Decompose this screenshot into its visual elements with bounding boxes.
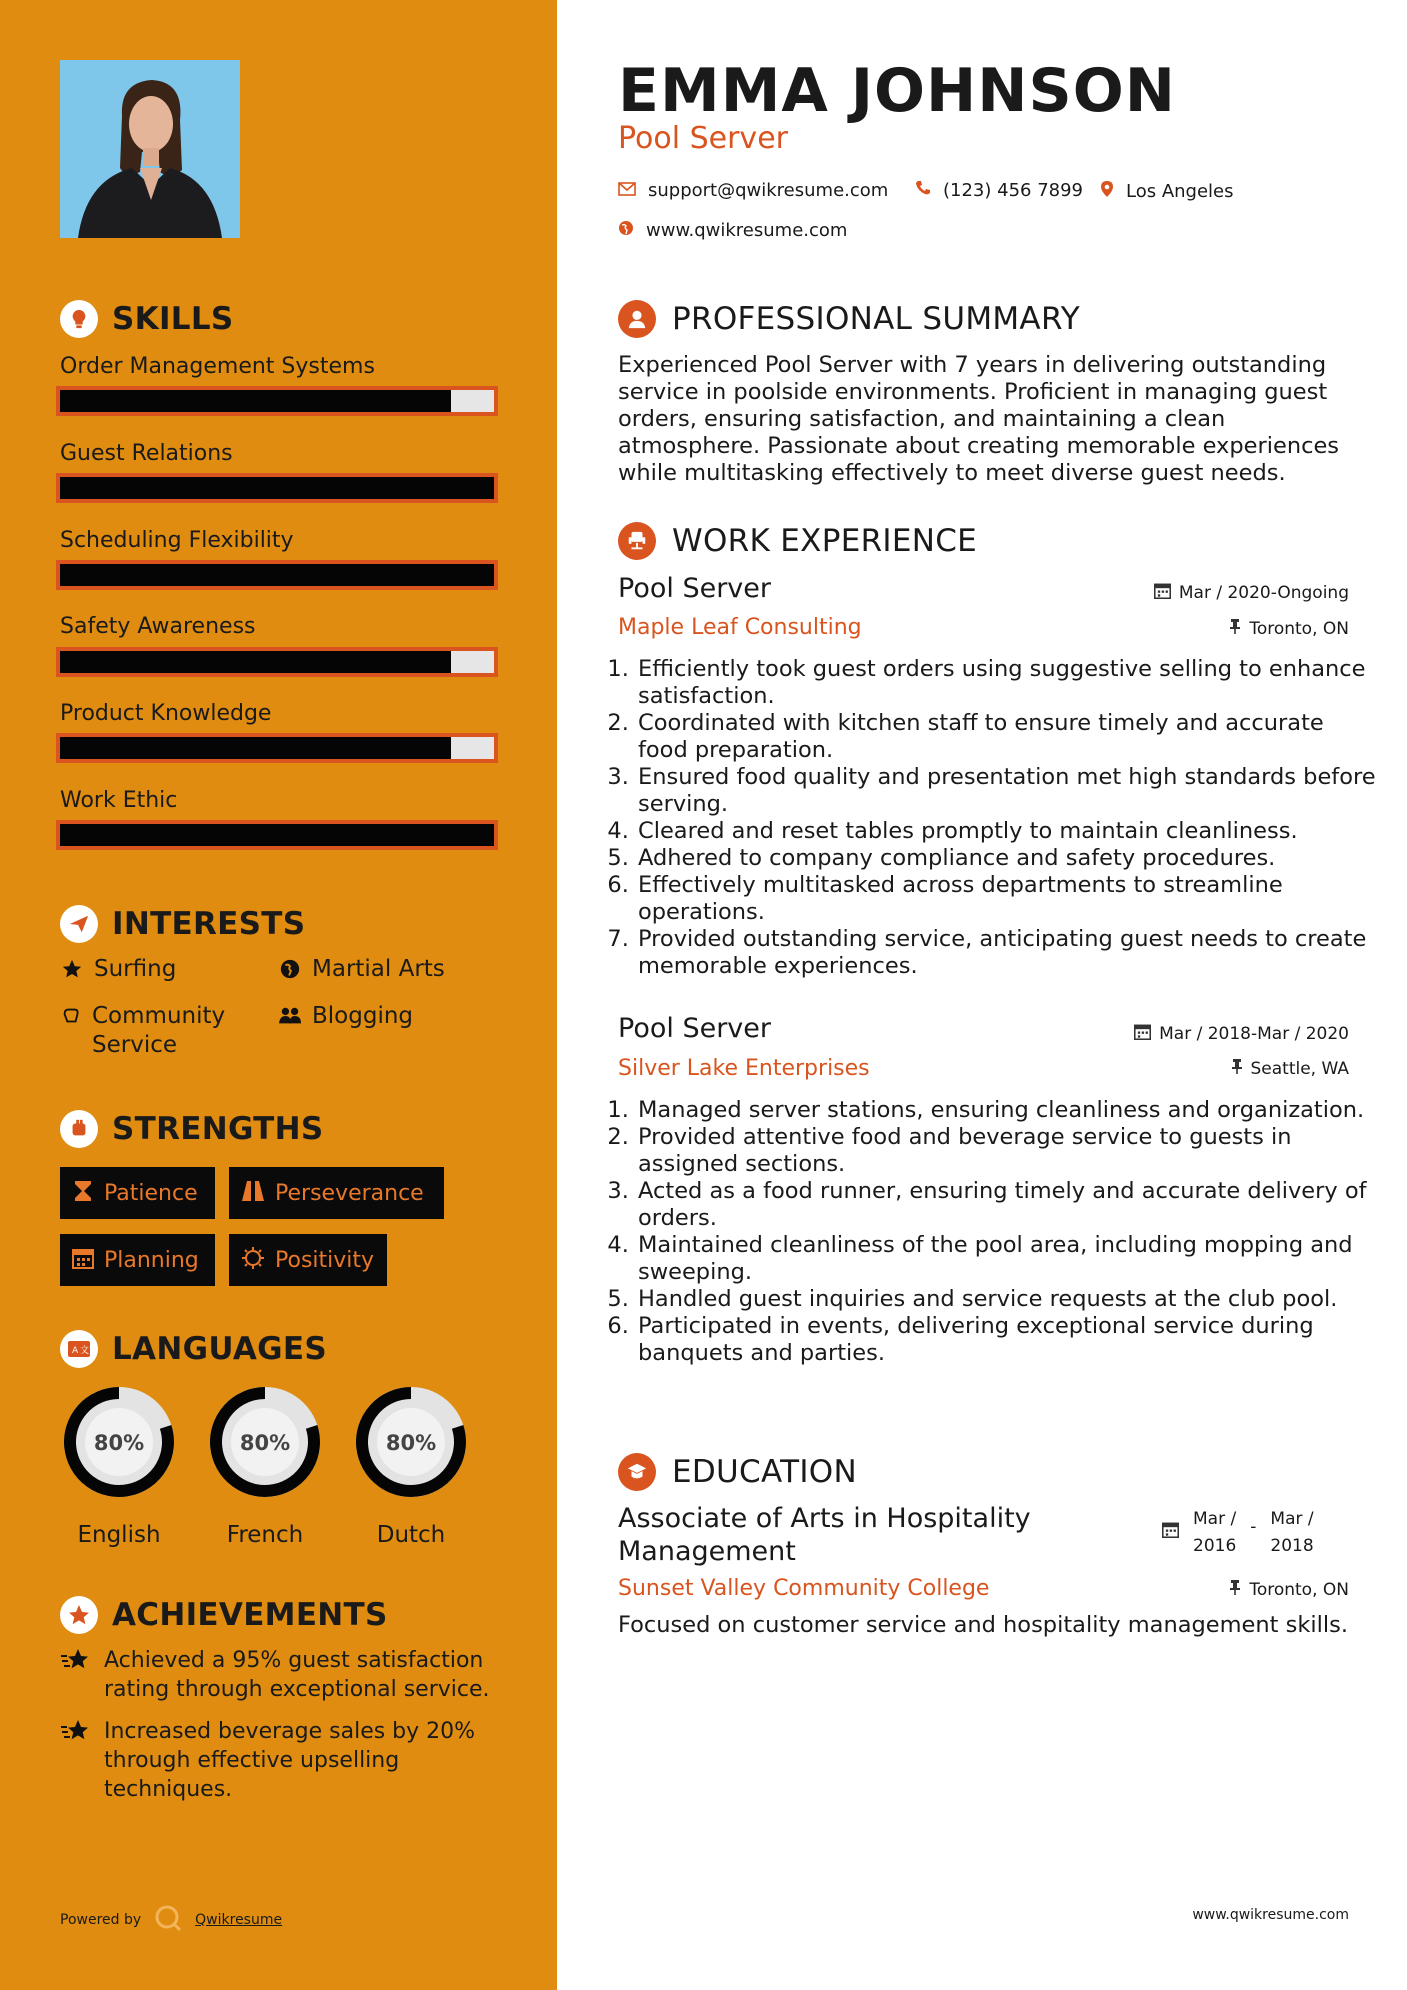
interest-item — [278, 1002, 413, 1031]
interest-item — [60, 1002, 250, 1060]
skill-bar — [56, 386, 498, 416]
pin-icon — [1231, 1058, 1243, 1079]
job-bullet: 2. Provided attentive food and beverage service to guests in assigned sections. — [636, 1124, 1376, 1178]
languages-title: LANGUAGES — [112, 1331, 327, 1367]
calendar-icon — [1154, 582, 1171, 604]
strength-label: Perseverance — [275, 1180, 424, 1206]
svg-text:A: A — [72, 1346, 79, 1356]
summary-title: PROFESSIONAL SUMMARY — [672, 301, 1081, 337]
achievement-item — [60, 1646, 500, 1704]
job-date-text: Mar / 2018-Mar / 2020 — [1159, 1024, 1349, 1044]
job-date — [1154, 582, 1349, 604]
hand-icon — [60, 1004, 82, 1028]
education-location — [1229, 1579, 1349, 1600]
interest-item — [60, 955, 176, 984]
language-percent: 80% — [385, 1431, 437, 1455]
education-date — [1162, 1506, 1314, 1560]
language-ring — [57, 1380, 181, 1504]
job-bullets — [612, 656, 1376, 980]
sun-icon — [241, 1246, 265, 1274]
interests-title: INTERESTS — [112, 906, 306, 942]
skill-label: Order Management Systems — [60, 354, 375, 379]
pin-icon — [1229, 618, 1241, 639]
profile-photo — [60, 60, 240, 238]
users-icon — [278, 1004, 302, 1028]
website-text: www.qwikresume.com — [646, 220, 848, 241]
job-bullet: 6. Effectively multitasked across departments to streamline operations. — [636, 872, 1376, 926]
user-icon — [618, 300, 656, 338]
globe-icon — [618, 220, 634, 241]
skill-bar — [56, 820, 498, 850]
skill-label: Scheduling Flexibility — [60, 528, 294, 553]
education-end — [1270, 1506, 1313, 1560]
contact-website[interactable] — [618, 220, 847, 241]
experience-title: WORK EXPERIENCE — [672, 523, 978, 559]
graduation-icon — [618, 1453, 656, 1491]
calendar-icon — [72, 1247, 94, 1273]
skill-bar — [56, 560, 498, 590]
education-end-year: 2018 — [1270, 1536, 1314, 1556]
strength-label: Planning — [104, 1247, 199, 1273]
achievement-item — [60, 1717, 500, 1804]
contact-location — [1100, 180, 1234, 203]
interest-label: Surfing — [94, 956, 177, 982]
summary-header — [618, 300, 1080, 338]
education-dash: - — [1250, 1517, 1257, 1537]
language-percent: 80% — [93, 1431, 145, 1455]
office-chair-icon — [618, 522, 656, 560]
job-location-text: Seattle, WA — [1250, 1058, 1349, 1079]
svg-text:文: 文 — [80, 1346, 90, 1356]
language-item — [57, 1380, 181, 1548]
footer-site[interactable]: www.qwikresume.com — [1192, 1907, 1349, 1923]
strength-badge — [60, 1167, 215, 1219]
job-company: Maple Leaf Consulting — [618, 615, 862, 640]
job-location — [1229, 618, 1349, 639]
email-text: support@qwikresume.com — [648, 180, 889, 201]
education-end-month: Mar / — [1270, 1509, 1314, 1529]
skill-bar-fill — [60, 651, 451, 673]
strength-label: Positivity — [275, 1247, 375, 1273]
lightbulb-icon — [60, 300, 98, 338]
summary-text: Experienced Pool Server with 7 years in delivering outstanding service in poolside environments. Proficient in managing guest orders, ensuring satisfaction, and maintaining a clean atmosphere. Passionate about creating memorable experiences while multitasking effectively to meet diverse guest needs. — [618, 352, 1340, 486]
brand-link[interactable]: Qwikresume — [195, 1912, 283, 1928]
fist-icon — [60, 1110, 98, 1148]
star-badge-icon — [60, 1596, 98, 1634]
contact-email[interactable] — [618, 180, 888, 201]
job-title: Pool Server — [618, 1013, 771, 1044]
calendar-icon — [1162, 1520, 1179, 1547]
strength-badge — [60, 1234, 215, 1286]
education-title: EDUCATION — [672, 1454, 857, 1490]
language-ring — [349, 1380, 473, 1504]
language-icon — [60, 1330, 98, 1368]
job-bullets — [612, 1097, 1376, 1367]
candidate-name: EMMA JOHNSON — [618, 56, 1176, 126]
powered-by — [60, 1903, 282, 1937]
skills-title: SKILLS — [112, 301, 234, 337]
job-company: Silver Lake Enterprises — [618, 1056, 870, 1081]
strength-label: Patience — [104, 1180, 198, 1206]
job-bullet: 2. Coordinated with kitchen staff to ensure timely and accurate food preparation. — [636, 710, 1376, 764]
qwikresume-logo-icon — [153, 1903, 183, 1937]
skills-header — [60, 300, 234, 338]
strength-badge — [229, 1167, 444, 1219]
skill-bar-fill — [60, 737, 451, 759]
phone-text: (123) 456 7899 — [943, 180, 1084, 201]
job-bullet: 7. Provided outstanding service, anticipating guest needs to create memorable experiences. — [636, 926, 1376, 980]
interest-label: Blogging — [312, 1003, 414, 1029]
skill-bar — [56, 733, 498, 763]
interest-label: Community Service — [92, 1003, 226, 1058]
job-title: Pool Server — [618, 573, 771, 604]
road-icon — [241, 1180, 265, 1206]
location-text: Los Angeles — [1126, 181, 1234, 202]
skill-bar-fill — [60, 477, 494, 499]
candidate-role: Pool Server — [618, 121, 788, 156]
job-bullet: 5. Adhered to company compliance and safety procedures. — [636, 845, 1376, 872]
interest-item — [278, 955, 445, 984]
strengths-title: STRENGTHS — [112, 1111, 324, 1147]
achievements-header — [60, 1596, 388, 1634]
skill-label: Safety Awareness — [60, 614, 256, 639]
skill-label: Work Ethic — [60, 788, 178, 813]
calendar-icon — [1134, 1023, 1151, 1045]
education-location-text: Toronto, ON — [1249, 1579, 1349, 1600]
language-item — [349, 1380, 473, 1548]
trophy-star-icon — [60, 1646, 92, 1704]
job-bullet: 1. Efficiently took guest orders using suggestive selling to enhance satisfaction. — [636, 656, 1376, 710]
strength-badge — [229, 1234, 387, 1286]
skill-bar-fill — [60, 824, 494, 846]
interest-label: Martial Arts — [312, 956, 445, 982]
job-date-text: Mar / 2020-Ongoing — [1178, 583, 1349, 603]
strengths-header — [60, 1110, 323, 1148]
globe-icon — [278, 957, 302, 981]
job-bullet: 4. Cleared and reset tables promptly to maintain cleanliness. — [636, 818, 1376, 845]
star-icon — [60, 957, 84, 981]
paper-plane-icon — [60, 905, 98, 943]
hourglass-icon — [72, 1179, 94, 1207]
job-bullet: 1. Managed server stations, ensuring cleanliness and organization. — [636, 1097, 1376, 1124]
experience-header — [618, 522, 977, 560]
job-bullet: 5. Handled guest inquiries and service requests at the club pool. — [636, 1286, 1376, 1313]
language-name: French — [226, 1522, 304, 1548]
language-ring — [203, 1380, 327, 1504]
education-start-year: 2016 — [1193, 1536, 1237, 1556]
skill-bar — [56, 473, 498, 503]
education-start — [1193, 1506, 1236, 1560]
map-pin-icon — [1100, 180, 1114, 203]
language-percent: 80% — [239, 1431, 291, 1455]
education-start-month: Mar / — [1193, 1509, 1237, 1529]
job-location — [1231, 1058, 1350, 1079]
interests-header — [60, 905, 305, 943]
language-item — [203, 1380, 327, 1548]
phone-icon — [915, 180, 931, 201]
education-school: Sunset Valley Community College — [618, 1576, 990, 1601]
education-header — [618, 1453, 857, 1491]
skill-bar — [56, 647, 498, 677]
powered-by-label: Powered by — [60, 1912, 142, 1928]
language-name: English — [77, 1522, 161, 1548]
envelope-icon — [618, 180, 636, 201]
job-bullet: 3. Ensured food quality and presentation met high standards before serving. — [636, 764, 1376, 818]
pin-icon — [1229, 1579, 1241, 1600]
education-description: Focused on customer service and hospitality management skills. — [618, 1612, 1348, 1638]
achievement-text: Increased beverage sales by 20% through effective upselling techniques. — [104, 1719, 476, 1802]
education-degree: Associate of Arts in Hospitality Management — [618, 1503, 1031, 1567]
skill-label: Guest Relations — [60, 441, 233, 466]
trophy-star-icon — [60, 1717, 92, 1804]
achievements-title: ACHIEVEMENTS — [112, 1597, 388, 1633]
languages-header — [60, 1330, 327, 1368]
skill-bar-fill — [60, 564, 494, 586]
job-bullet: 4. Maintained cleanliness of the pool area, including mopping and sweeping. — [636, 1232, 1376, 1286]
sidebar — [0, 0, 557, 1990]
achievement-text: Achieved a 95% guest satisfaction rating through exceptional service. — [104, 1648, 490, 1702]
job-bullet: 6. Participated in events, delivering exceptional service during banquets and parties. — [636, 1313, 1376, 1367]
job-bullet: 3. Acted as a food runner, ensuring timely and accurate delivery of orders. — [636, 1178, 1376, 1232]
job-date — [1134, 1023, 1349, 1045]
skill-label: Product Knowledge — [60, 701, 272, 726]
language-name: Dutch — [376, 1522, 446, 1548]
contact-phone[interactable] — [915, 180, 1083, 201]
job-location-text: Toronto, ON — [1249, 618, 1349, 639]
skill-bar-fill — [60, 390, 451, 412]
